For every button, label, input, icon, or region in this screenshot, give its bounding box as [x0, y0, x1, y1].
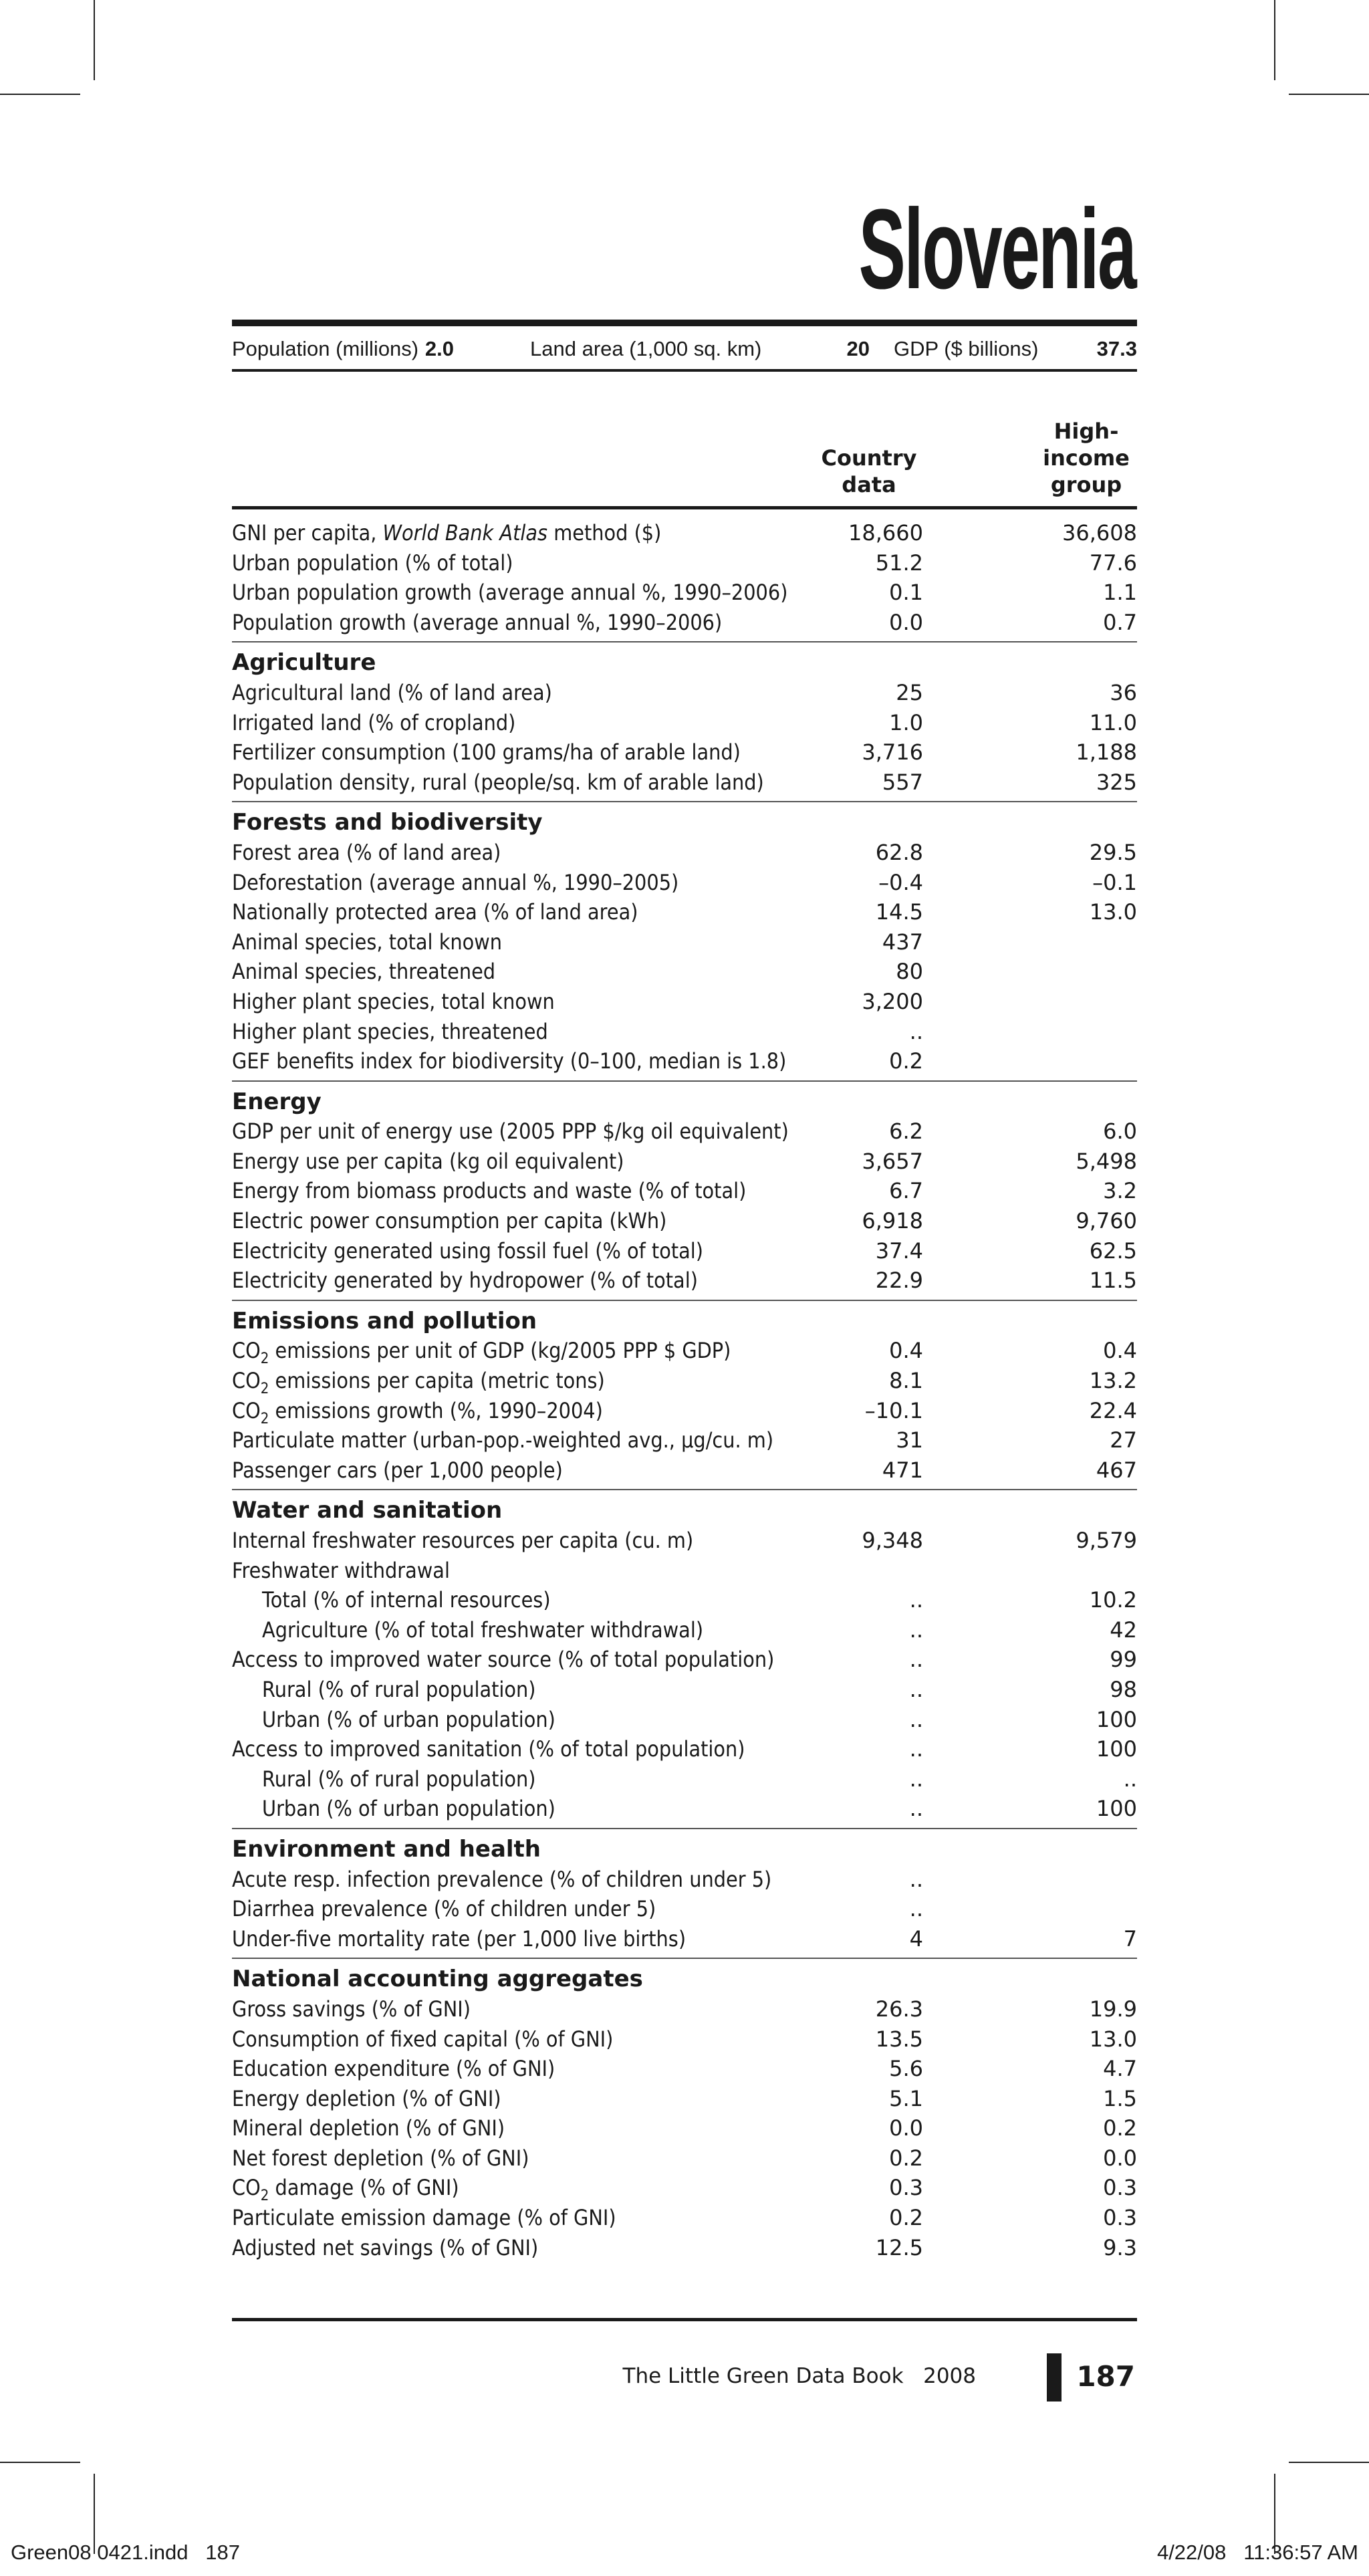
co2-symbol: CO: [232, 1397, 261, 1423]
crop-mark: [1289, 94, 1369, 95]
high-income-value: 100: [1096, 1796, 1137, 1822]
indicator-table: [232, 518, 1137, 2262]
co2-subscript: 2: [260, 1381, 269, 1398]
table-row: [232, 1117, 1137, 1147]
row-label: Deforestation (average annual %, 1990–2005): [232, 869, 679, 895]
table-row: [232, 2203, 1137, 2233]
section-divider: [232, 1300, 1137, 1301]
high-income-value: 9,579: [1076, 1528, 1137, 1553]
table-row: [232, 2084, 1137, 2114]
table-row: [232, 578, 1137, 608]
row-label: Consumption of fixed capital (% of GNI): [232, 2026, 614, 2052]
country-value: ..: [909, 1766, 923, 1792]
table-row: [232, 1236, 1137, 1266]
population-value: 2.0: [424, 337, 454, 360]
section-divider: [232, 801, 1137, 802]
high-income-value: 0.7: [1103, 609, 1137, 635]
high-income-value: 3.2: [1103, 1178, 1137, 1204]
high-income-value: 100: [1096, 1706, 1137, 1732]
label-text: emissions growth (%, 1990–2004): [269, 1397, 603, 1423]
high-income-value: 13.2: [1089, 1368, 1137, 1394]
country-value: 0.4: [889, 1338, 923, 1364]
row-label: Under-five mortality rate (per 1,000 live births): [232, 1925, 687, 1952]
row-label: Rural (% of rural population): [262, 1766, 536, 1792]
section-title: Water and sanitation: [232, 1497, 503, 1524]
row-label: Gross savings (% of GNI): [232, 1996, 471, 2022]
column-header-high-income: High- income group: [1043, 419, 1130, 497]
footer-bar: [1047, 2353, 1062, 2402]
row-label: Animal species, threatened: [232, 959, 496, 985]
co2-symbol: CO: [232, 1368, 261, 1394]
high-income-value: 0.4: [1103, 1338, 1137, 1364]
stats-rule: [232, 369, 1137, 372]
co2-subscript: 2: [260, 1410, 269, 1427]
table-row: [232, 608, 1137, 638]
footer-book: The Little Green Data Book: [622, 2364, 904, 2388]
high-income-value: 99: [1110, 1647, 1137, 1673]
table-row: [232, 708, 1137, 738]
country-value: ..: [909, 1796, 923, 1822]
row-label: Internal freshwater resources per capita (cu. m): [232, 1528, 694, 1553]
table-row: [232, 927, 1137, 957]
label-text: emissions per unit of GDP (kg/2005 PPP $ GDP): [269, 1338, 731, 1364]
table-row: [232, 1526, 1137, 1556]
section-title: Forests and biodiversity: [232, 809, 543, 836]
country-value: 3,657: [862, 1148, 923, 1174]
row-label: Electricity generated by hydropower (% of total): [232, 1268, 698, 1294]
land-area-label: Land area (1,000 sq. km): [530, 337, 762, 360]
section-heading: [232, 1496, 1137, 1526]
country-value: 31: [896, 1427, 923, 1453]
high-income-value: 9,760: [1076, 1208, 1137, 1234]
table-row: [232, 1017, 1137, 1047]
high-income-value: –0.1: [1092, 869, 1137, 895]
country-value: 13.5: [875, 2026, 923, 2052]
country-value: ..: [909, 1896, 923, 1922]
country-value: 3,200: [862, 988, 923, 1014]
country-value: –10.1: [864, 1397, 923, 1423]
table-row: [232, 1865, 1137, 1895]
top-rule: [232, 320, 1137, 326]
high-income-value: 36,608: [1062, 520, 1137, 546]
high-income-value: 0.2: [1103, 2115, 1137, 2141]
country-value: 80: [896, 959, 923, 985]
table-row: [232, 1615, 1137, 1645]
high-income-value: 7: [1123, 1925, 1137, 1952]
country-value: 0.2: [889, 1048, 923, 1074]
row-label: Nationally protected area (% of land area): [232, 899, 638, 925]
crop-mark: [0, 94, 80, 95]
table-row: [232, 1455, 1137, 1486]
country-value: 0.3: [889, 2175, 923, 2201]
high-income-value: 0.0: [1103, 2145, 1137, 2171]
high-income-value: 5,498: [1076, 1148, 1137, 1174]
population-label: Population (millions): [232, 337, 419, 360]
row-label: Access to improved sanitation (% of total population): [232, 1736, 745, 1762]
slug-timestamp: 4/22/08 11:36:57 AM: [1156, 2541, 1358, 2564]
country-value: 37.4: [875, 1238, 923, 1264]
country-value: 12.5: [875, 2234, 923, 2260]
section-title: Energy: [232, 1088, 322, 1115]
country-value: 1.0: [889, 709, 923, 735]
table-row: [232, 1366, 1137, 1396]
table-row: [232, 737, 1137, 768]
row-label: GDP per unit of energy use (2005 PPP $/kg oil equivalent): [232, 1119, 789, 1145]
section-heading: [232, 648, 1137, 678]
footer-year: 2008: [923, 2364, 976, 2388]
high-income-value: 11.5: [1089, 1268, 1137, 1294]
row-label: Energy from biomass products and waste (% of total): [232, 1178, 747, 1204]
table-row: [232, 1645, 1137, 1675]
country-value: 26.3: [875, 1996, 923, 2022]
high-income-value: 1.1: [1103, 580, 1137, 606]
section-divider: [232, 1489, 1137, 1490]
crop-mark: [94, 0, 95, 80]
row-label: Agriculture (% of total freshwater withdrawal): [262, 1617, 704, 1643]
country-value: ..: [909, 1647, 923, 1673]
page-title: Slovenia: [858, 186, 1135, 313]
table-row: [232, 1675, 1137, 1705]
high-income-value: 13.0: [1089, 899, 1137, 925]
table-row: [232, 768, 1137, 798]
country-value: ..: [909, 1736, 923, 1762]
table-row: [232, 838, 1137, 868]
row-label: Urban (% of urban population): [262, 1706, 555, 1732]
section-divider: [232, 1828, 1137, 1829]
high-income-value: 29.5: [1089, 839, 1137, 865]
country-value: 0.2: [889, 2205, 923, 2231]
label-text: method ($): [547, 520, 662, 546]
header-rule: [232, 506, 1137, 509]
section-title: Emissions and pollution: [232, 1307, 537, 1334]
row-label: Irrigated land (% of cropland): [232, 709, 516, 735]
table-row: [232, 897, 1137, 927]
land-area-value: 20: [846, 337, 870, 360]
high-income-value: 100: [1096, 1736, 1137, 1762]
table-row: [232, 1176, 1137, 1206]
high-income-value: 42: [1110, 1617, 1137, 1643]
row-label: Particulate emission damage (% of GNI): [232, 2205, 616, 2231]
gdp-value: 37.3: [1096, 337, 1137, 360]
high-income-value: 36: [1110, 679, 1137, 705]
row-label: Freshwater withdrawal: [232, 1557, 450, 1583]
co2-subscript: 2: [260, 1351, 269, 1368]
high-income-value: 0.3: [1103, 2205, 1137, 2231]
table-row: [232, 2143, 1137, 2174]
country-value: 14.5: [875, 899, 923, 925]
table-row: [232, 1764, 1137, 1794]
country-value: 557: [882, 769, 923, 795]
country-value: ..: [909, 1676, 923, 1702]
gdp-label: GDP ($ billions): [894, 337, 1039, 360]
column-header-country: Country data: [821, 445, 917, 497]
section-heading: [232, 1835, 1137, 1865]
table-row: [232, 1266, 1137, 1296]
row-label: Rural (% of rural population): [262, 1676, 536, 1702]
table-row: [232, 987, 1137, 1017]
label-emphasis: World Bank Atlas: [382, 520, 548, 546]
table-row: [232, 678, 1137, 708]
country-value: 18,660: [848, 520, 923, 546]
row-label: Higher plant species, threatened: [232, 1018, 548, 1044]
row-label: Net forest depletion (% of GNI): [232, 2145, 529, 2171]
country-value: 8.1: [889, 1368, 923, 1394]
row-label: Urban (% of urban population): [262, 1796, 555, 1822]
table-row: [232, 1556, 1137, 1586]
crop-mark: [0, 2462, 80, 2463]
section-divider: [232, 1958, 1137, 1959]
high-income-value: 77.6: [1089, 550, 1137, 576]
table-row: [232, 1336, 1137, 1366]
country-value: 0.0: [889, 609, 923, 635]
country-value: 6.7: [889, 1178, 923, 1204]
country-value: 0.1: [889, 580, 923, 606]
table-row: [232, 1794, 1137, 1824]
co2-subscript: 2: [260, 2188, 269, 2205]
table-row: [232, 1046, 1137, 1076]
slug-file-info: Green08 0421.indd 187: [11, 2541, 240, 2564]
row-label: Mineral depletion (% of GNI): [232, 2115, 505, 2141]
row-label: Energy use per capita (kg oil equivalent): [232, 1148, 624, 1174]
high-income-value: 9.3: [1103, 2234, 1137, 2260]
country-value: 0.0: [889, 2115, 923, 2141]
row-label: Acute resp. infection prevalence (% of children under 5): [232, 1866, 772, 1892]
country-value: 471: [882, 1457, 923, 1483]
table-row: [232, 2024, 1137, 2055]
crop-mark: [1274, 0, 1275, 80]
country-value: 9,348: [862, 1528, 923, 1553]
label-text: GNI per capita,: [232, 520, 383, 546]
country-value: ..: [909, 1587, 923, 1613]
high-income-value: 325: [1096, 769, 1137, 795]
table-row: [232, 1705, 1137, 1735]
high-income-value: 6.0: [1103, 1119, 1137, 1145]
table-row: [232, 2113, 1137, 2143]
row-label: Education expenditure (% of GNI): [232, 2056, 555, 2082]
high-income-value: 4.7: [1103, 2056, 1137, 2082]
country-value: 6.2: [889, 1119, 923, 1145]
table-row: [232, 957, 1137, 987]
high-income-value: 0.3: [1103, 2175, 1137, 2201]
table-row: [232, 2233, 1137, 2263]
label-text: damage (% of GNI): [269, 2175, 459, 2201]
row-label: Urban population growth (average annual %, 1990–2006): [232, 580, 788, 606]
country-value: 5.1: [889, 2085, 923, 2111]
table-row: [232, 1894, 1137, 1924]
country-value: ..: [909, 1018, 923, 1044]
table-row: [232, 518, 1137, 548]
table-row: [232, 2054, 1137, 2084]
country-value: 51.2: [875, 550, 923, 576]
row-label: Particulate matter (urban-pop.-weighted avg., µg/cu. m): [232, 1427, 774, 1453]
country-value: 3,716: [862, 739, 923, 766]
row-label: Population density, rural (people/sq. km of arable land): [232, 769, 764, 795]
section-title: National accounting aggregates: [232, 1966, 643, 1993]
row-label: Total (% of internal resources): [262, 1587, 551, 1613]
high-income-value: 11.0: [1089, 709, 1137, 735]
country-value: –0.4: [878, 869, 923, 895]
country-value: 25: [896, 679, 923, 705]
country-value: 4: [909, 1925, 923, 1952]
table-row: [232, 1585, 1137, 1615]
table-row: [232, 868, 1137, 898]
high-income-value: 98: [1110, 1676, 1137, 1702]
high-income-value: 19.9: [1089, 1996, 1137, 2022]
country-value: 6,918: [862, 1208, 923, 1234]
table-row: [232, 548, 1137, 578]
country-value: 0.2: [889, 2145, 923, 2171]
table-row: [232, 1425, 1137, 1455]
country-value: ..: [909, 1866, 923, 1892]
country-value: 5.6: [889, 2056, 923, 2082]
section-heading: [232, 1306, 1137, 1336]
label-text: emissions per capita (metric tons): [269, 1368, 605, 1394]
bottom-rule: [232, 2318, 1137, 2321]
co2-symbol: CO: [232, 1338, 261, 1364]
page-number: 187: [1076, 2360, 1135, 2393]
row-label: GEF benefits index for biodiversity (0–100, median is 1.8): [232, 1048, 787, 1074]
row-label: Forest area (% of land area): [232, 839, 501, 865]
section-divider: [232, 1080, 1137, 1082]
country-value: 22.9: [875, 1268, 923, 1294]
table-row: [232, 1147, 1137, 1177]
row-label: Electric power consumption per capita (kWh): [232, 1208, 667, 1234]
co2-symbol: CO: [232, 2175, 261, 2201]
high-income-value: ..: [1123, 1766, 1137, 1792]
table-row: [232, 1924, 1137, 1954]
row-label: Higher plant species, total known: [232, 988, 555, 1014]
country-value: ..: [909, 1617, 923, 1643]
high-income-value: 62.5: [1089, 1238, 1137, 1264]
high-income-value: 27: [1110, 1427, 1137, 1453]
high-income-value: 1,188: [1076, 739, 1137, 766]
row-label: Energy depletion (% of GNI): [232, 2085, 501, 2111]
row-label: Animal species, total known: [232, 929, 503, 955]
section-heading: [232, 1087, 1137, 1117]
row-label: Passenger cars (per 1,000 people): [232, 1457, 563, 1483]
high-income-value: 1.5: [1103, 2085, 1137, 2111]
row-label: [232, 518, 661, 548]
table-row: [232, 1734, 1137, 1764]
table-row: [232, 2173, 1137, 2203]
row-label: Population growth (average annual %, 1990–2006): [232, 609, 723, 635]
section-heading: [232, 1964, 1137, 1994]
row-label: Urban population (% of total): [232, 550, 513, 576]
table-row: [232, 1396, 1137, 1426]
section-divider: [232, 641, 1137, 642]
section-title: Environment and health: [232, 1835, 541, 1863]
high-income-value: 22.4: [1089, 1397, 1137, 1423]
crop-mark: [1289, 2462, 1369, 2463]
high-income-value: 467: [1096, 1457, 1137, 1483]
row-label: Access to improved water source (% of total population): [232, 1647, 775, 1673]
section-heading: [232, 808, 1137, 838]
table-row: [232, 1206, 1137, 1236]
country-value: ..: [909, 1706, 923, 1732]
high-income-value: 10.2: [1089, 1587, 1137, 1613]
row-label: Fertilizer consumption (100 grams/ha of arable land): [232, 739, 741, 766]
row-label: Diarrhea prevalence (% of children under 5): [232, 1896, 656, 1922]
footer-book-title: [623, 2361, 976, 2391]
country-stats-bar: [232, 332, 1137, 366]
row-label: Agricultural land (% of land area): [232, 679, 552, 705]
table-row: [232, 1994, 1137, 2024]
row-label: Electricity generated using fossil fuel (% of total): [232, 1238, 704, 1264]
section-title: Agriculture: [232, 649, 376, 677]
country-value: 437: [882, 929, 923, 955]
high-income-value: 13.0: [1089, 2026, 1137, 2052]
country-value: 62.8: [875, 839, 923, 865]
row-label: Adjusted net savings (% of GNI): [232, 2234, 539, 2260]
